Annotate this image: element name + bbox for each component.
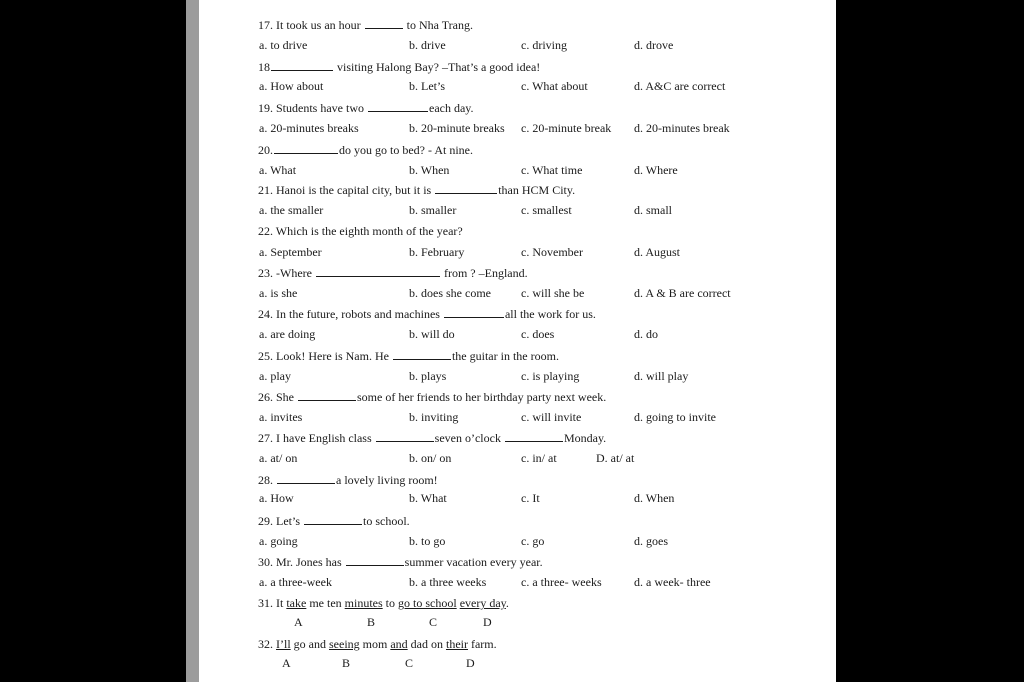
question-18 (258, 59, 540, 74)
option-c: c. go (521, 534, 545, 548)
answer-letters-32 (258, 656, 558, 670)
question-text: 29. Let’s (258, 514, 300, 528)
option-d: d. When (634, 491, 675, 505)
option-b: b. a three weeks (409, 575, 487, 589)
letter-b: B (342, 656, 351, 670)
question-text: 31. It (258, 596, 287, 610)
letter-d: D (466, 656, 475, 670)
question-text: 27. I have English class (258, 431, 372, 445)
option-a: a. at/ on (259, 451, 298, 465)
question-text: seven o’clock (434, 431, 501, 445)
option-c: c. driving (521, 38, 567, 52)
option-a: a. a three-week (259, 575, 332, 589)
option-d: D. at/ at (596, 451, 635, 465)
question-text: to Nha Trang. (406, 18, 473, 32)
letter-a: A (282, 656, 291, 670)
question-text: do you go to bed? - At nine. (339, 143, 473, 157)
option-c: c. November (521, 245, 583, 259)
option-b: b. will do (409, 327, 455, 341)
option-b: b. smaller (409, 203, 457, 217)
question-text: 28. (258, 473, 273, 487)
option-d: d. going to invite (634, 410, 716, 424)
answer-blank (316, 265, 440, 277)
option-a: a. How about (259, 79, 324, 93)
question-text: 26. She (258, 390, 294, 404)
options-28 (258, 491, 818, 505)
underlined-word-b: minutes (344, 596, 383, 610)
option-d: d. do (634, 327, 658, 341)
question-text: all the work for us. (504, 307, 596, 321)
question-text: 17. It took us an hour (258, 18, 361, 32)
option-b: b. plays (409, 369, 447, 383)
question-text: 18 (258, 60, 270, 74)
option-c: c. does (521, 327, 555, 341)
option-a: a. September (259, 245, 322, 259)
answer-blank (376, 430, 434, 442)
question-25 (258, 348, 559, 363)
option-c: c. It (521, 491, 540, 505)
options-25 (258, 369, 818, 383)
question-19 (258, 100, 474, 115)
option-d: d. goes (634, 534, 668, 548)
letter-a: A (294, 615, 303, 629)
question-text: to (382, 596, 399, 610)
option-a: a. What (259, 163, 297, 177)
underlined-word-a: I’ll (276, 637, 291, 651)
option-a: a. the smaller (259, 203, 324, 217)
question-32 (258, 637, 497, 651)
document-page (199, 0, 836, 682)
question-text: 24. In the future, robots and machines (258, 307, 440, 321)
option-b: b. When (409, 163, 450, 177)
question-text: farm. (467, 637, 497, 651)
options-30 (258, 575, 818, 589)
options-23 (258, 286, 818, 300)
question-text: me ten (306, 596, 345, 610)
option-d: d. August (634, 245, 681, 259)
options-20 (258, 163, 818, 177)
underlined-word-d: their (445, 637, 468, 651)
options-29 (258, 534, 818, 548)
question-21 (258, 182, 575, 197)
option-a: a. play (259, 369, 291, 383)
option-a: a. to drive (259, 38, 308, 52)
question-22 (258, 224, 463, 238)
option-a: a. invites (259, 410, 303, 424)
option-c: c. What time (521, 163, 583, 177)
question-text: dad on (407, 637, 446, 651)
option-a: a. How (259, 491, 294, 505)
question-text: the guitar in the room. (451, 349, 559, 363)
question-text: from ? –England. (443, 266, 528, 280)
option-b: b. to go (409, 534, 446, 548)
question-28 (258, 472, 438, 487)
scrollbar[interactable] (186, 0, 199, 682)
question-text: 22. Which is the eighth month of the year? (258, 224, 463, 238)
options-17 (258, 38, 818, 52)
option-c: c. a three- weeks (521, 575, 602, 589)
option-b: b. drive (409, 38, 446, 52)
letter-c: C (405, 656, 414, 670)
option-b: b. on/ on (409, 451, 452, 465)
options-26 (258, 410, 818, 424)
underlined-word-c: go to school (398, 596, 457, 610)
question-23 (258, 265, 528, 280)
option-a: a. is she (259, 286, 298, 300)
option-c: c. will invite (521, 410, 582, 424)
options-24 (258, 327, 818, 341)
answer-blank (346, 554, 404, 566)
options-27 (258, 451, 818, 465)
underlined-word-c: and (390, 637, 408, 651)
question-text: 32. (258, 637, 276, 651)
option-c: c. What about (521, 79, 588, 93)
question-20 (258, 142, 473, 157)
option-a: a. are doing (259, 327, 316, 341)
question-text: go and (290, 637, 329, 651)
question-text: 25. Look! Here is Nam. He (258, 349, 389, 363)
answer-blank (298, 389, 356, 401)
option-c: c. 20-minute break (521, 121, 612, 135)
option-b: b. Let’s (409, 79, 445, 93)
question-text: than HCM City. (498, 183, 576, 197)
answer-blank (505, 430, 563, 442)
option-a: a. going (259, 534, 298, 548)
question-text: mom (359, 637, 391, 651)
answer-letters-31 (258, 615, 558, 629)
question-text: 20. (258, 143, 273, 157)
answer-blank (435, 182, 497, 194)
question-text: each day. (429, 101, 474, 115)
answer-blank (368, 100, 428, 112)
letter-c: C (429, 615, 438, 629)
option-b: b. What (409, 491, 447, 505)
answer-blank (444, 306, 504, 318)
question-29 (258, 513, 410, 528)
options-21 (258, 203, 818, 217)
answer-blank (304, 513, 362, 525)
question-27 (258, 430, 606, 445)
question-24 (258, 306, 596, 321)
option-b: b. February (409, 245, 465, 259)
question-text: . (505, 596, 509, 610)
option-d: d. Where (634, 163, 678, 177)
question-26 (258, 389, 606, 404)
answer-blank (274, 142, 338, 154)
option-c: c. will she be (521, 286, 585, 300)
question-30 (258, 554, 543, 569)
option-d: d. drove (634, 38, 674, 52)
question-17 (258, 17, 473, 32)
option-c: c. is playing (521, 369, 580, 383)
option-a: a. 20-minutes breaks (259, 121, 359, 135)
option-c: c. smallest (521, 203, 572, 217)
option-b: b. inviting (409, 410, 459, 424)
option-d: d. will play (634, 369, 689, 383)
underlined-word-b: seeing (329, 637, 360, 651)
option-c: c. in/ at (521, 451, 557, 465)
question-text: 19. Students have two (258, 101, 364, 115)
underlined-word-d: every day (459, 596, 506, 610)
option-d: d. A & B are correct (634, 286, 731, 300)
letter-b: B (367, 615, 376, 629)
option-b: b. 20-minute breaks (409, 121, 505, 135)
option-d: d. small (634, 203, 672, 217)
question-text: visiting Halong Bay? –That’s a good idea! (337, 60, 541, 74)
underlined-word-a: take (286, 596, 307, 610)
letter-d: D (483, 615, 492, 629)
option-d: d. 20-minutes break (634, 121, 730, 135)
question-text: 30. Mr. Jones has (258, 555, 342, 569)
question-text: 23. -Where (258, 266, 312, 280)
option-b: b. does she come (409, 286, 491, 300)
answer-blank (365, 17, 403, 29)
question-text: summer vacation every year. (404, 555, 543, 569)
question-text: 21. Hanoi is the capital city, but it is (258, 183, 432, 197)
options-22 (258, 245, 818, 259)
options-19 (258, 121, 818, 135)
answer-blank (271, 59, 333, 71)
question-text: Monday. (563, 431, 607, 445)
question-text: some of her friends to her birthday party next week. (357, 390, 607, 404)
options-18 (258, 79, 818, 93)
question-text: to school. (363, 514, 410, 528)
option-d: d. A&C are correct (634, 79, 726, 93)
answer-blank (277, 472, 335, 484)
question-text: a lovely living room! (336, 473, 438, 487)
answer-blank (393, 348, 451, 360)
option-d: d. a week- three (634, 575, 711, 589)
question-31 (258, 596, 509, 610)
